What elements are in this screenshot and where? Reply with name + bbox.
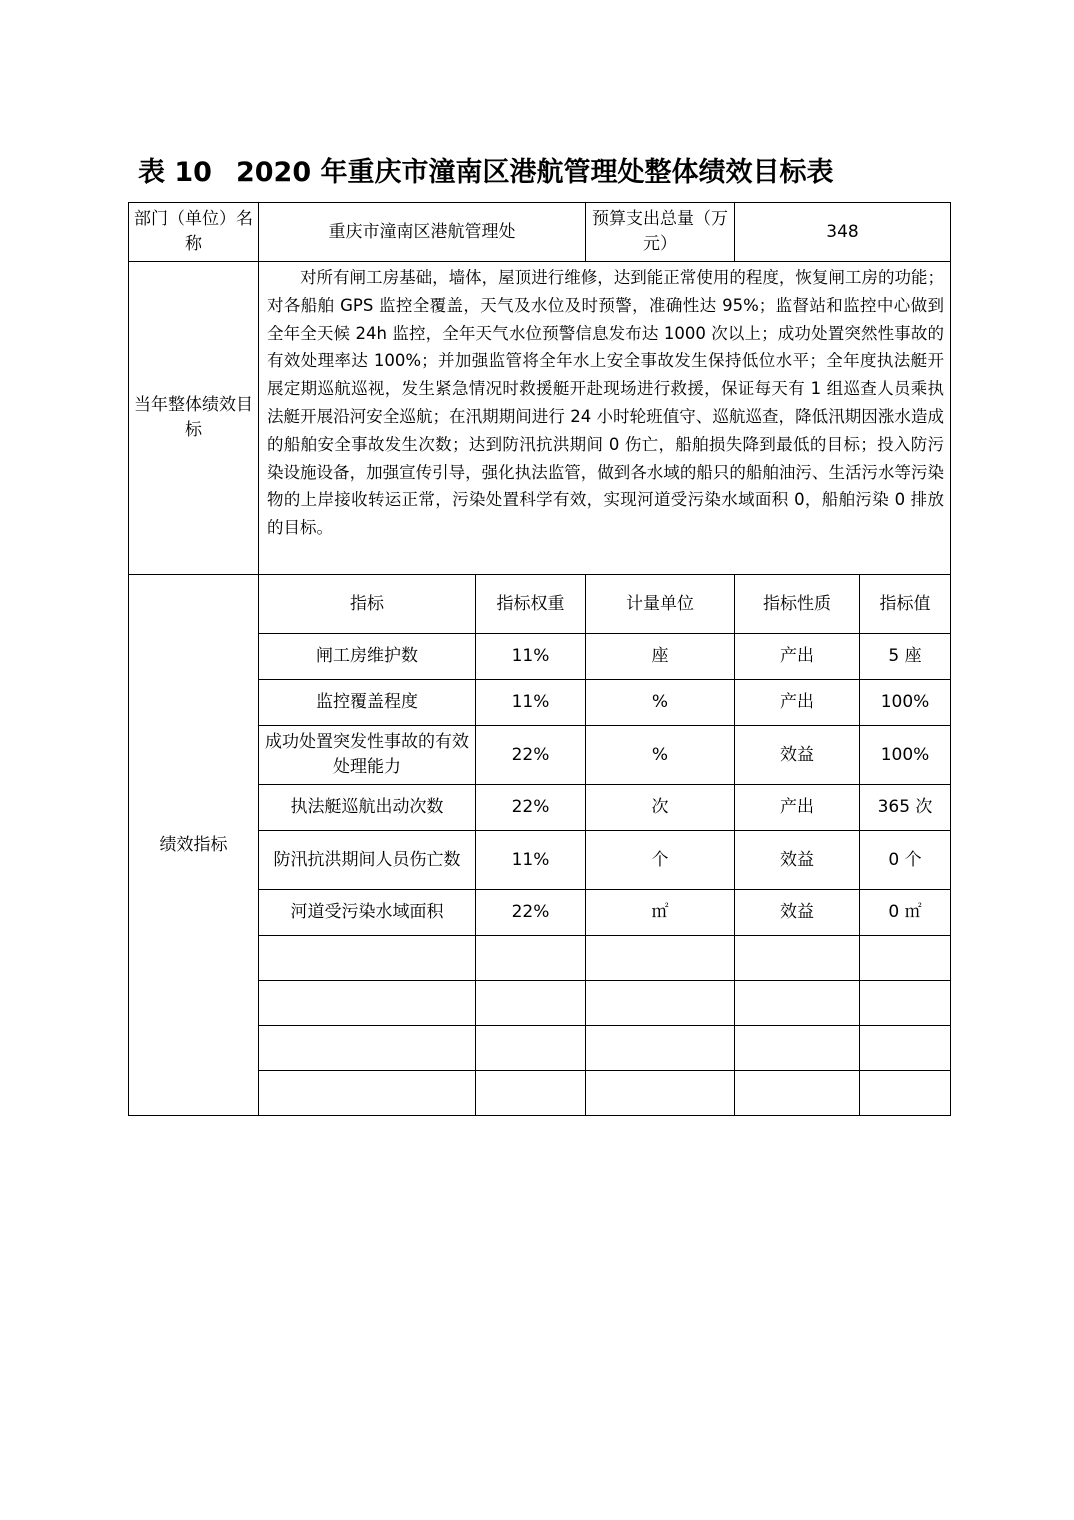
header-row [129,203,951,262]
indicator-weight: 22% [476,785,586,831]
empty-cell [259,981,476,1026]
column-header: 指标性质 [735,575,860,634]
indicator-nature: 产出 [735,680,860,726]
budget-label: 预算支出总量（万元） [586,203,735,262]
indicator-value: 100% [860,726,951,785]
indicator-name: 闸工房维护数 [259,634,476,680]
indicator-weight: 11% [476,831,586,890]
dept-value: 重庆市潼南区港航管理处 [259,203,586,262]
page-title [138,150,834,189]
indicator-section-label: 绩效指标 [129,575,259,1116]
indicator-unit: % [586,680,735,726]
indicator-name: 成功处置突发性事故的有效处理能力 [259,726,476,785]
title-text: 2020 年重庆市潼南区港航管理处整体绩效目标表 [235,157,834,188]
indicator-value: 5 座 [860,634,951,680]
indicator-name: 执法艇巡航出动次数 [259,785,476,831]
indicator-name: 河道受污染水域面积 [259,890,476,936]
indicator-weight: 11% [476,634,586,680]
column-header: 指标 [259,575,476,634]
indicator-nature: 效益 [735,726,860,785]
column-header: 指标权重 [476,575,586,634]
indicator-unit: % [586,726,735,785]
empty-cell [476,1026,586,1071]
indicator-value: 365 次 [860,785,951,831]
goal-row [129,262,951,575]
indicator-value: 0 个 [860,831,951,890]
dept-label: 部门（单位）名称 [129,203,259,262]
indicator-nature: 效益 [735,831,860,890]
indicator-unit: ㎡ [586,890,735,936]
indicator-header-row [129,575,951,634]
empty-cell [860,1026,951,1071]
budget-value: 348 [735,203,951,262]
indicator-weight: 22% [476,726,586,785]
indicator-value: 0 ㎡ [860,890,951,936]
empty-cell [860,981,951,1026]
empty-cell [586,981,735,1026]
empty-cell [259,1071,476,1116]
empty-cell [476,981,586,1026]
column-header: 计量单位 [586,575,735,634]
empty-cell [586,936,735,981]
empty-cell [860,1071,951,1116]
empty-cell [259,936,476,981]
indicator-name: 监控覆盖程度 [259,680,476,726]
empty-cell [476,936,586,981]
goal-label: 当年整体绩效目标 [129,262,259,575]
empty-cell [735,1026,860,1071]
empty-cell [735,1071,860,1116]
column-header: 指标值 [860,575,951,634]
indicator-nature: 效益 [735,890,860,936]
empty-cell [476,1071,586,1116]
empty-cell [735,936,860,981]
table-number: 表 10 [138,157,212,188]
indicator-unit: 次 [586,785,735,831]
empty-cell [586,1026,735,1071]
empty-cell [735,981,860,1026]
empty-cell [259,1026,476,1071]
indicator-unit: 座 [586,634,735,680]
goal-text: 对所有闸工房基础，墙体，屋顶进行维修，达到能正常使用的程度，恢复闸工房的功能；对各船舶 GPS 监控全覆盖，天气及水位及时预警，准确性达 95%；监督站和监控中心做到全年全天候 24h 监控，全年天气水位预警信息发布达 1000 次以上；成功处置突然性事故的有效处理率达 100%；并加强监管将全年水上安全事故发生保持低位水平；全年度执法艇开展定期巡航巡视，发生紧急情况时救援艇开赴现场进行救援，保证每天有 1 组巡查人员乘执法艇开展沿河安全巡航；在汛期期间进行 24 小时轮班值守、巡航巡查，降低汛期因涨水造成的船舶安全事故发生次数；达到防汛抗洪期间 0 伤亡，船舶损失降到最低的目标；投入防污染设施设备，加强宣传引导，强化执法监管，做到各水域的船只的船舶油污、生活污水等污染物的上岸接收转运正常，污染处置科学有效，实现河道受污染水域面积 0，船舶污染 0 排放的目标。 [259,262,951,575]
indicator-weight: 22% [476,890,586,936]
indicator-nature: 产出 [735,634,860,680]
empty-cell [860,936,951,981]
indicator-nature: 产出 [735,785,860,831]
performance-table [128,202,951,1116]
empty-cell [586,1071,735,1116]
indicator-unit: 个 [586,831,735,890]
indicator-weight: 11% [476,680,586,726]
indicator-value: 100% [860,680,951,726]
indicator-name: 防汛抗洪期间人员伤亡数 [259,831,476,890]
